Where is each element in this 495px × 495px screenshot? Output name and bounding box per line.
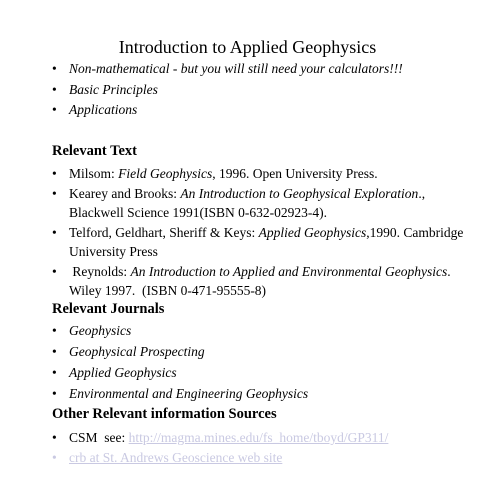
text-item-telford: • Telford, Geldhart, Sheriff & Keys: Applied Geophysics,1990. Cambridge University Press: [52, 225, 464, 259]
bullet-icon: •: [52, 365, 57, 380]
bullet-icon: •: [52, 102, 57, 117]
journal-item-applied-geophysics: • Applied Geophysics: [52, 365, 177, 380]
intro-item-basic-principles: • Basic Principles: [52, 82, 158, 97]
relevant-journals-heading: Relevant Journals: [52, 301, 165, 317]
other-sources-heading: Other Relevant information Sources: [52, 406, 277, 422]
bullet-icon: •: [52, 61, 57, 76]
bullet-icon: •: [52, 386, 57, 401]
source-item-csm: [52, 428, 472, 447]
intro-item-non-mathematical: • Non-mathematical - but you will still need your calculators!!!: [52, 61, 403, 76]
source-item-crb: [52, 448, 472, 467]
intro-item-applications: • Applications: [52, 102, 138, 117]
page-title: Introduction to Applied Geophysics: [118, 37, 377, 57]
bullet-icon: •: [52, 225, 57, 240]
relevant-text-heading: Relevant Text: [52, 143, 137, 159]
journal-item-geophysics: • Geophysics: [52, 323, 132, 338]
crb-link[interactable]: crb at St. Andrews Geoscience web site: [69, 450, 283, 465]
bullet-icon: •: [52, 82, 57, 97]
bullet-icon: •: [52, 430, 57, 445]
text-item-kearey: • Kearey and Brooks: An Introduction to Geophysical Exploration., Blackwell Science 1991(ISBN 0-632-02923-4).: [52, 186, 426, 220]
text-item-milsom: • Milsom: Field Geophysics, 1996. Open University Press.: [52, 166, 378, 181]
bullet-icon: •: [52, 186, 57, 201]
bullet-icon: •: [52, 264, 57, 279]
bullet-icon: •: [52, 166, 57, 181]
bullet-icon: •: [52, 323, 57, 338]
csm-link[interactable]: http://magma.mines.edu/fs_home/tboyd/GP311/: [128, 430, 389, 445]
journal-item-environmental-engineering: • Environmental and Engineering Geophysics: [52, 386, 309, 401]
bullet-icon: •: [52, 450, 57, 465]
text-item-reynolds: • Reynolds: An Introduction to Applied and Environmental Geophysics. Wiley 1997. (ISBN 0-471-95555-8): [52, 264, 454, 298]
bullet-icon: •: [52, 344, 57, 359]
journal-item-geophysical-prospecting: • Geophysical Prospecting: [52, 344, 205, 359]
csm-label: CSM see:: [69, 430, 129, 445]
